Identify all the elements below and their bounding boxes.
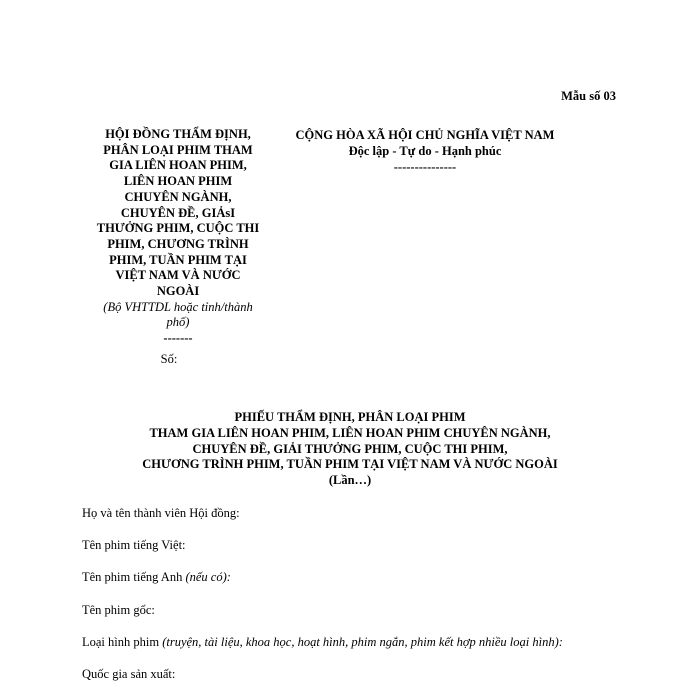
authority-line: NGOÀI [156, 284, 200, 299]
country-name: CỘNG HÒA XÃ HỘI CHỦ NGHĨA VIỆT NAM [295, 128, 555, 142]
authority-line: CHUYÊN NGÀNH, [124, 189, 232, 204]
authority-line: PHIM, TUẦN PHIM TẠI [109, 252, 247, 267]
field-film-type [82, 635, 642, 667]
form-number: Mẫu số 03 [561, 89, 616, 103]
authority-line: LIÊN HOAN PHIM [123, 174, 233, 189]
authority-divider: ------- [163, 331, 193, 346]
title-line: THAM GIA LIÊN HOAN PHIM, LIÊN HOAN PHIM CHUYÊN NGÀNH, [149, 425, 551, 440]
title-line: (Lần…) [328, 473, 372, 488]
field-film-title-vietnamese [82, 538, 642, 570]
authority-subtitle: phố) [166, 315, 190, 330]
title-line: PHIẾU THẨM ĐỊNH, PHÂN LOẠI PHIM [234, 410, 466, 424]
authority-subtitle: (Bộ VHTTDL hoặc tỉnh/thành [103, 299, 253, 314]
document-title [60, 410, 640, 489]
title-line: CHƯƠNG TRÌNH PHIM, TUẦN PHIM TẠI VIỆT NAM VÀ NƯỚC NGOÀI [142, 457, 558, 472]
national-divider: --------------- [393, 160, 457, 174]
field-production-country [82, 667, 642, 699]
form-fields [82, 506, 642, 699]
field-label: Tên phim gốc: [82, 602, 155, 617]
field-label: Loại hình phim [82, 634, 163, 649]
field-label: Họ và tên thành viên Hội đồng: [82, 506, 240, 520]
document-number-label: Số: [160, 352, 178, 367]
national-motto: Độc lập - Tự do - Hạnh phúc [348, 144, 502, 158]
field-label: Quốc gia sản xuất: [82, 666, 176, 681]
field-member-name [82, 506, 642, 538]
authority-line: PHIM, CHƯƠNG TRÌNH [107, 236, 249, 251]
national-header-block [270, 127, 580, 175]
authority-line: GIA LIÊN HOAN PHIM, [109, 158, 247, 173]
authority-line: THƯỞNG PHIM, CUỘC THI [96, 221, 260, 236]
authority-line: CHUYÊN ĐỀ, GIẢsI [120, 205, 236, 220]
field-note: (truyện, tài liệu, khoa học, hoạt hình, phim ngắn, phim kết hợp nhiều loại hình): [162, 634, 563, 649]
field-note: (nếu có): [185, 570, 231, 585]
field-film-title-original [82, 603, 642, 635]
field-label: Tên phim tiếng Việt: [82, 538, 186, 553]
field-film-title-english [82, 570, 642, 602]
title-line: CHUYÊN ĐỀ, GIẢI THƯỞNG PHIM, CUỘC THI PHIM, [192, 441, 508, 456]
authority-line: HỘI ĐỒNG THẨM ĐỊNH, [105, 127, 251, 141]
authority-line: VIỆT NAM VÀ NƯỚC [115, 268, 241, 283]
authority-line: PHÂN LOẠI PHIM THAM [103, 142, 253, 157]
field-label: Tên phim tiếng Anh [82, 570, 186, 585]
issuing-authority-block [86, 127, 270, 368]
